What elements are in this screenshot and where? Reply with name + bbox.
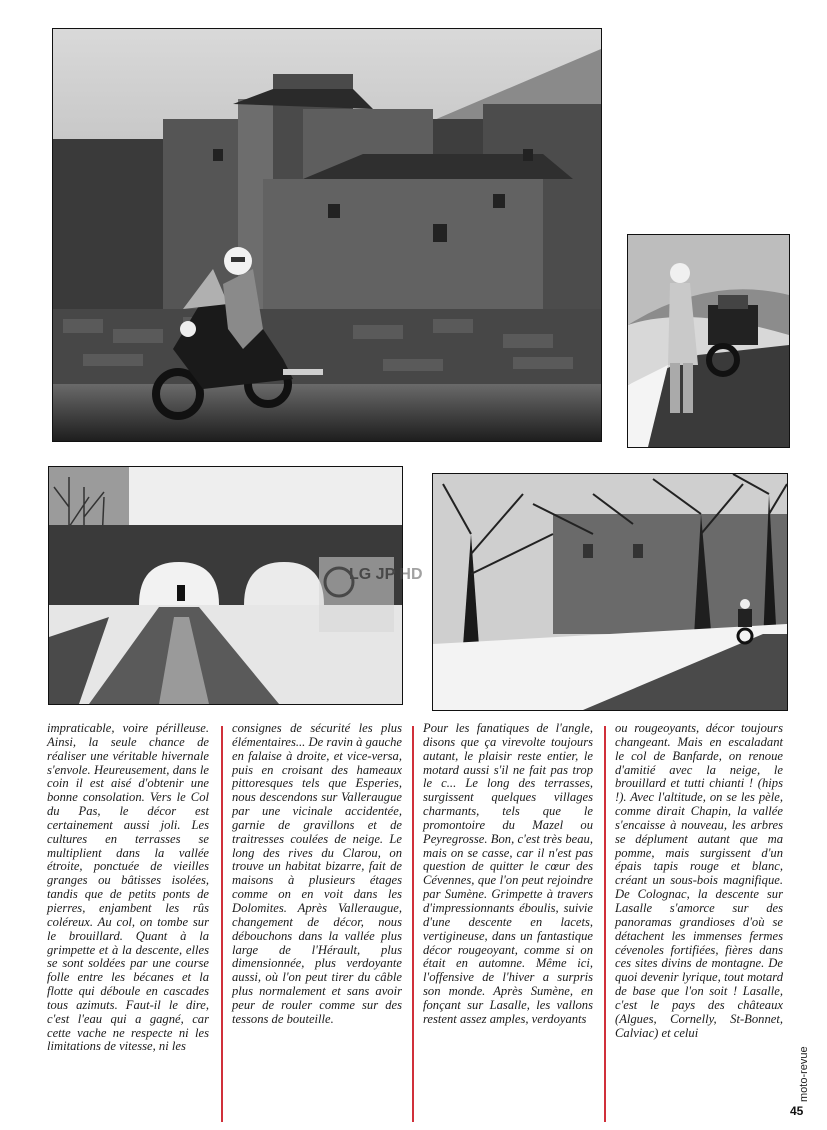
bridge-snow-road-image	[49, 467, 423, 704]
article-column-2	[232, 722, 402, 1120]
rider-standing-snow-image	[628, 235, 789, 447]
column-4-text: ou rougeoyants, décor toujours changeant. Mais en escaladant le col de Banfarde, on renoue d'amitié avec la neige, le brouillard et tutti chianti ! (hips !). Avec l'altitude, on se les pèle, comme dirait Chapin, la vallée s'encaisse à nouveau, les arbres se déplument autant que ma pomme, mais surgissent d'un épais tapis rouge et blanc, créant un sous-bois magnifique. De Colognac, la descente sur Lasalle s'amorce sur des panoramas grandioses d'où se détachent les immenses fermes cévenoles fortifiées, fières dans ces sites divins de montagne. De quoi devenir lyrique, tout motard de base que l'on soit ! Lasalle, c'est le pays des châteaux (Algues, Cornelly, St-Bonnet, Calviac) et celui	[615, 721, 783, 1040]
column-2-text: consignes de sécurité les plus élémentaires... De ravin à gauche en falaise à droite, et vice-versa, puis en croisant des hameaux pittoresques tels que Esperies, nous descendons sur Valleraugue par une vicinale accidentée, garnie de gravillons et de traitresses coulées de neige. Le long des rives du Clarou, on trouve un habitat bizarre, fait de maisons à plusieurs étages comme on en voit dans les Dolomites. Après Valleraugue, changement de décor, nous débouchons dans la vallée plus large de l'Hérault, plus dimensionnée, plus verdoyante aussi, où l'on peut tirer du câble plus normalement et sans avoir peur de rouler comme sur des tessons de bouteille.	[232, 721, 402, 1026]
column-divider-1	[221, 726, 223, 1122]
village-motorcyclist-image	[53, 29, 601, 441]
article-column-1	[47, 722, 209, 1120]
trees-snow-road-image	[433, 474, 787, 710]
watermark-text: LG JP HD	[349, 566, 423, 583]
column-1-text: impraticable, voire périlleuse. Ainsi, la seule chance de réaliser une véritable hivernale s'envole. Heureusement, dans le coin il est aisé d'obtenir une bonne consolation. Vers le Col du Pas, le décor est certainement aussi joli. Les cultures en terrasses se multiplient dans la vallée étroite, ponctuée de vieilles granges ou bâtisses isolées, tandis que de petits ponts de pierres, enjambent les rûs coléreux. Au col, on tombe sur le brouillard. Quant à la grimpette et à la descente, elles se sont soldées par une course folle entre les bécanes et la flotte qui déboule en cascades tous azimuts. Faut-il le dire, c'est l'eau qui a gagné, car cette vache ne respecte ni les limitations de vitesse, ni les	[47, 721, 209, 1054]
photo-rider-standing-snow	[627, 234, 790, 448]
column-3-text: Pour les fanatiques de l'angle, disons que ça virevolte toujours autant, le plaisir reste entier, le motard aussi s'il ne fait pas trop le c... Le long des terrasses, surgissent quelques villages charmants, tels que le promontoire du Mazel ou Peyregrosse. Bon, c'est très beau, mais on se casse, car il n'est pas question de quitter le cœur des Cévennes, que l'on peut rejoindre par Sumène. Grimpette à travers d'impressionnants éboulis, suivie d'une descente en lacets, vertigineuse, dans un fantastique décor rougeoyant, comme si on était en automne. Même ici, l'offensive de l'hiver a surpris son monde. Après Sumène, en fonçant sur Lasalle, les vallons restent assez amples, verdoyants	[423, 721, 593, 1026]
photo-village-motorcyclist	[52, 28, 602, 442]
column-divider-2	[412, 726, 414, 1122]
page-number: 45	[790, 1104, 804, 1118]
column-divider-3	[604, 726, 606, 1122]
article-column-3	[423, 722, 593, 1120]
watermark-logo	[319, 557, 423, 632]
magazine-name	[792, 1040, 812, 1110]
magazine-name-text: moto-revue	[798, 1046, 810, 1102]
photo-trees-snow-road	[432, 473, 788, 711]
photo-bridge-snow-road	[48, 466, 423, 705]
article-column-4	[615, 722, 783, 1120]
